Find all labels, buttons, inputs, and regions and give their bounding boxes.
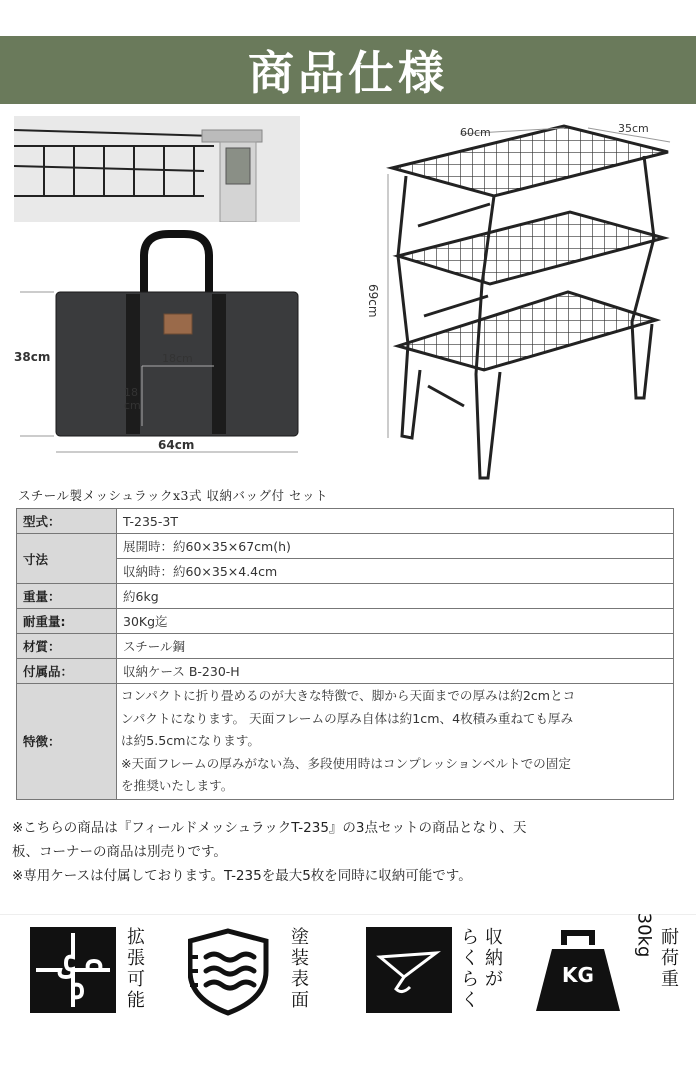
spec-value-size-stored: 収納時：約60×35×4.4cm: [117, 559, 674, 584]
spec-key-weight: 重量：: [17, 584, 117, 609]
spec-key-accessory: 付属品：: [17, 659, 117, 684]
page-title: 商品仕様: [248, 46, 448, 100]
table-row: [17, 684, 674, 800]
feature-line: ンパクトになります。 天面フレームの厚み自体は約1cm、4枚積み重ねても厚み: [121, 710, 574, 726]
notes: [12, 816, 684, 888]
bag-inner-width-label: 18cm: [162, 352, 193, 365]
spec-value-accessory: 収納ケース B-230-H: [117, 659, 674, 684]
spec-value-material: スチール鋼: [117, 634, 674, 659]
feature-line: コンパクトに折り畳めるのが大きな特徴で、脚から天面までの厚みは約2cmとコ: [121, 688, 576, 703]
spec-key-size: 寸法: [17, 534, 117, 584]
rack-width-label: 60cm: [460, 126, 491, 139]
stacked-rack-photo: [364, 116, 682, 484]
spec-key-material: 材質：: [17, 634, 117, 659]
feature-line: ※天面フレームの厚みがない為、多段使用時はコンプレッションベルトでの固定: [121, 755, 571, 771]
feature-label-load-col2: 耐荷重: [661, 927, 679, 990]
weight-kg-text: KG: [562, 963, 594, 987]
caliper-photo: [14, 116, 300, 222]
feature-label-coated: 塗装表面: [291, 927, 309, 1011]
rack-depth-label: 35cm: [618, 122, 649, 135]
spec-key-features: 特徴：: [17, 684, 117, 800]
feature-icon-row: [0, 914, 696, 1080]
spec-value-size-open: 展開時：約60×35×67cm(h): [117, 534, 674, 559]
spec-value-features: [117, 684, 674, 800]
note-line: 板、コーナーの商品は別売りです。: [12, 844, 227, 860]
folded-rack-icon: [366, 927, 452, 1013]
table-row: [17, 509, 674, 534]
page-title-bar: [0, 36, 696, 104]
feature-line: を推奨いたします。: [121, 778, 234, 793]
spec-key-model: 型式：: [17, 509, 117, 534]
note-line: ※専用ケースは付属しております。T-235を最大5枚を同時に収納可能です。: [12, 868, 472, 884]
feature-label-expandable: 拡張可能: [127, 927, 145, 1011]
feature-label-load-col1: 30kg: [633, 912, 655, 958]
spec-table: [16, 508, 674, 800]
table-row: [17, 584, 674, 609]
spec-value-load: 30Kg迄: [117, 609, 674, 634]
spec-key-load: 耐重量:: [17, 609, 117, 634]
spec-value-model: T-235-3T: [117, 509, 674, 534]
table-row: [17, 609, 674, 634]
spec-value-weight: 約6kg: [117, 584, 674, 609]
feature-label-storage-col1: らくらく: [461, 927, 479, 1011]
feature-line: は約5.5cmになります。: [121, 733, 260, 748]
storage-bag-photo: [14, 226, 364, 482]
bag-height-label: 38cm: [14, 350, 51, 364]
product-name: スチール製メッシュラックx3式 収納バッグ付 セット: [18, 488, 328, 503]
bag-width-label: 64cm: [158, 438, 195, 452]
table-row: [17, 534, 674, 559]
puzzle-icon: [30, 927, 116, 1013]
rack-height-label: 69cm: [366, 284, 380, 318]
table-row: [17, 634, 674, 659]
feature-label-storage-col2: 収納が: [485, 927, 503, 990]
bag-inner-height-label: 18 cm: [124, 386, 141, 412]
shield-waves-icon: [188, 925, 280, 1017]
note-line: ※こちらの商品は『フィールドメッシュラックT-235』の3点セットの商品となり、天: [12, 820, 527, 836]
table-row: [17, 659, 674, 684]
